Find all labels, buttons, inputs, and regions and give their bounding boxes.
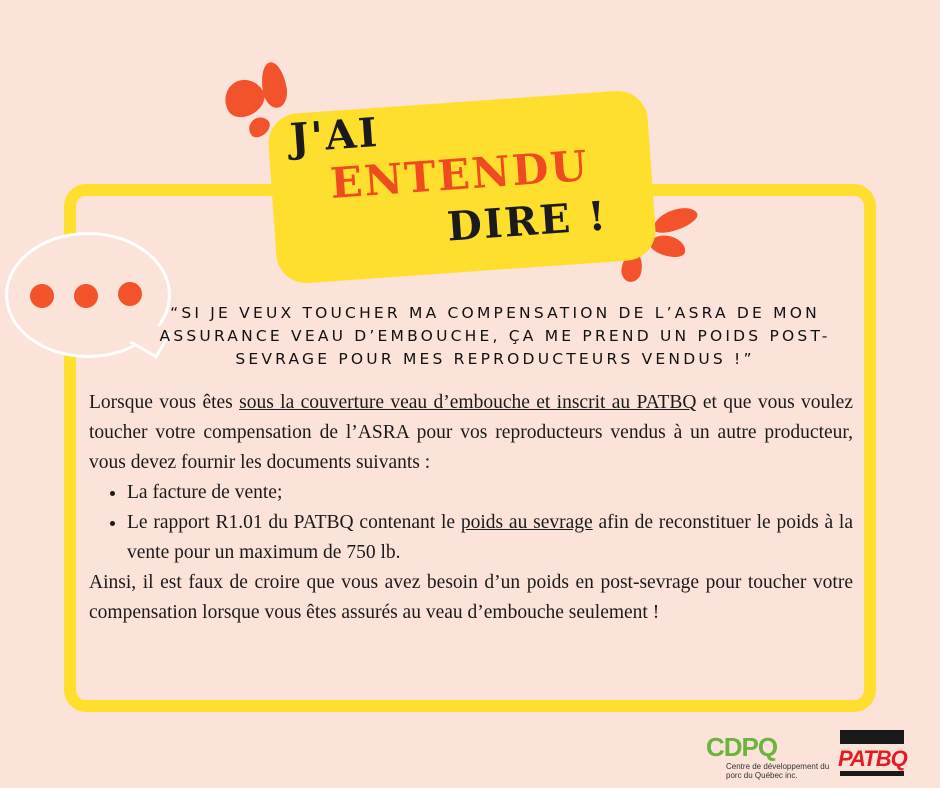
list-item: • Le rapport R1.01 du PATBQ contenant le poids au sevrage afin de reconstituer le poids à la vente pour un maximum de 750 lb. <box>127 508 853 568</box>
cattle-icons <box>840 730 904 744</box>
bubble-dot <box>118 282 142 306</box>
list-item: • La facture de vente; <box>127 478 853 508</box>
patbq-logo: PATBQ <box>838 728 908 780</box>
cdpq-logo: CDPQ Centre de développement du porc du Québec inc. <box>706 732 830 780</box>
title-line-3: DIRE ! <box>445 192 610 251</box>
paragraph-1: Lorsque vous êtes sous la couverture veau d’embouche et inscrit au PATBQ et que vous voulez toucher votre compensation de l’ASRA pour vos reproducteurs vendus à un autre producteur, vous devez fournir les documents suivants : <box>89 392 853 473</box>
body-text <box>89 388 853 628</box>
quote-heading: “SI JE VEUX TOUCHER MA COMPENSATION DE L’ASRA DE MON ASSURANCE VEAU D’EMBOUCHE, ÇA ME PREND UN POIDS POST-SEVRAGE POUR MES REPRODUCTEURS VENDUS !” <box>159 304 831 368</box>
paragraph-2: Ainsi, il est faux de croire que vous avez besoin d’un poids en post-sevrage pour toucher votre compensation lorsque vous êtes assurés au veau d’embouche seulement ! <box>89 572 853 623</box>
title-line-1: J'AI <box>288 108 381 163</box>
logo-bar <box>840 771 904 776</box>
title-line-2: ENTENDU <box>328 141 591 208</box>
bubble-dot <box>74 284 98 308</box>
document-list <box>89 478 853 568</box>
underlined-text: poids au sevrage <box>460 512 593 533</box>
underlined-text: sous la couverture veau d’embouche et inscrit au PATBQ <box>239 392 697 413</box>
bubble-dot <box>30 284 54 308</box>
